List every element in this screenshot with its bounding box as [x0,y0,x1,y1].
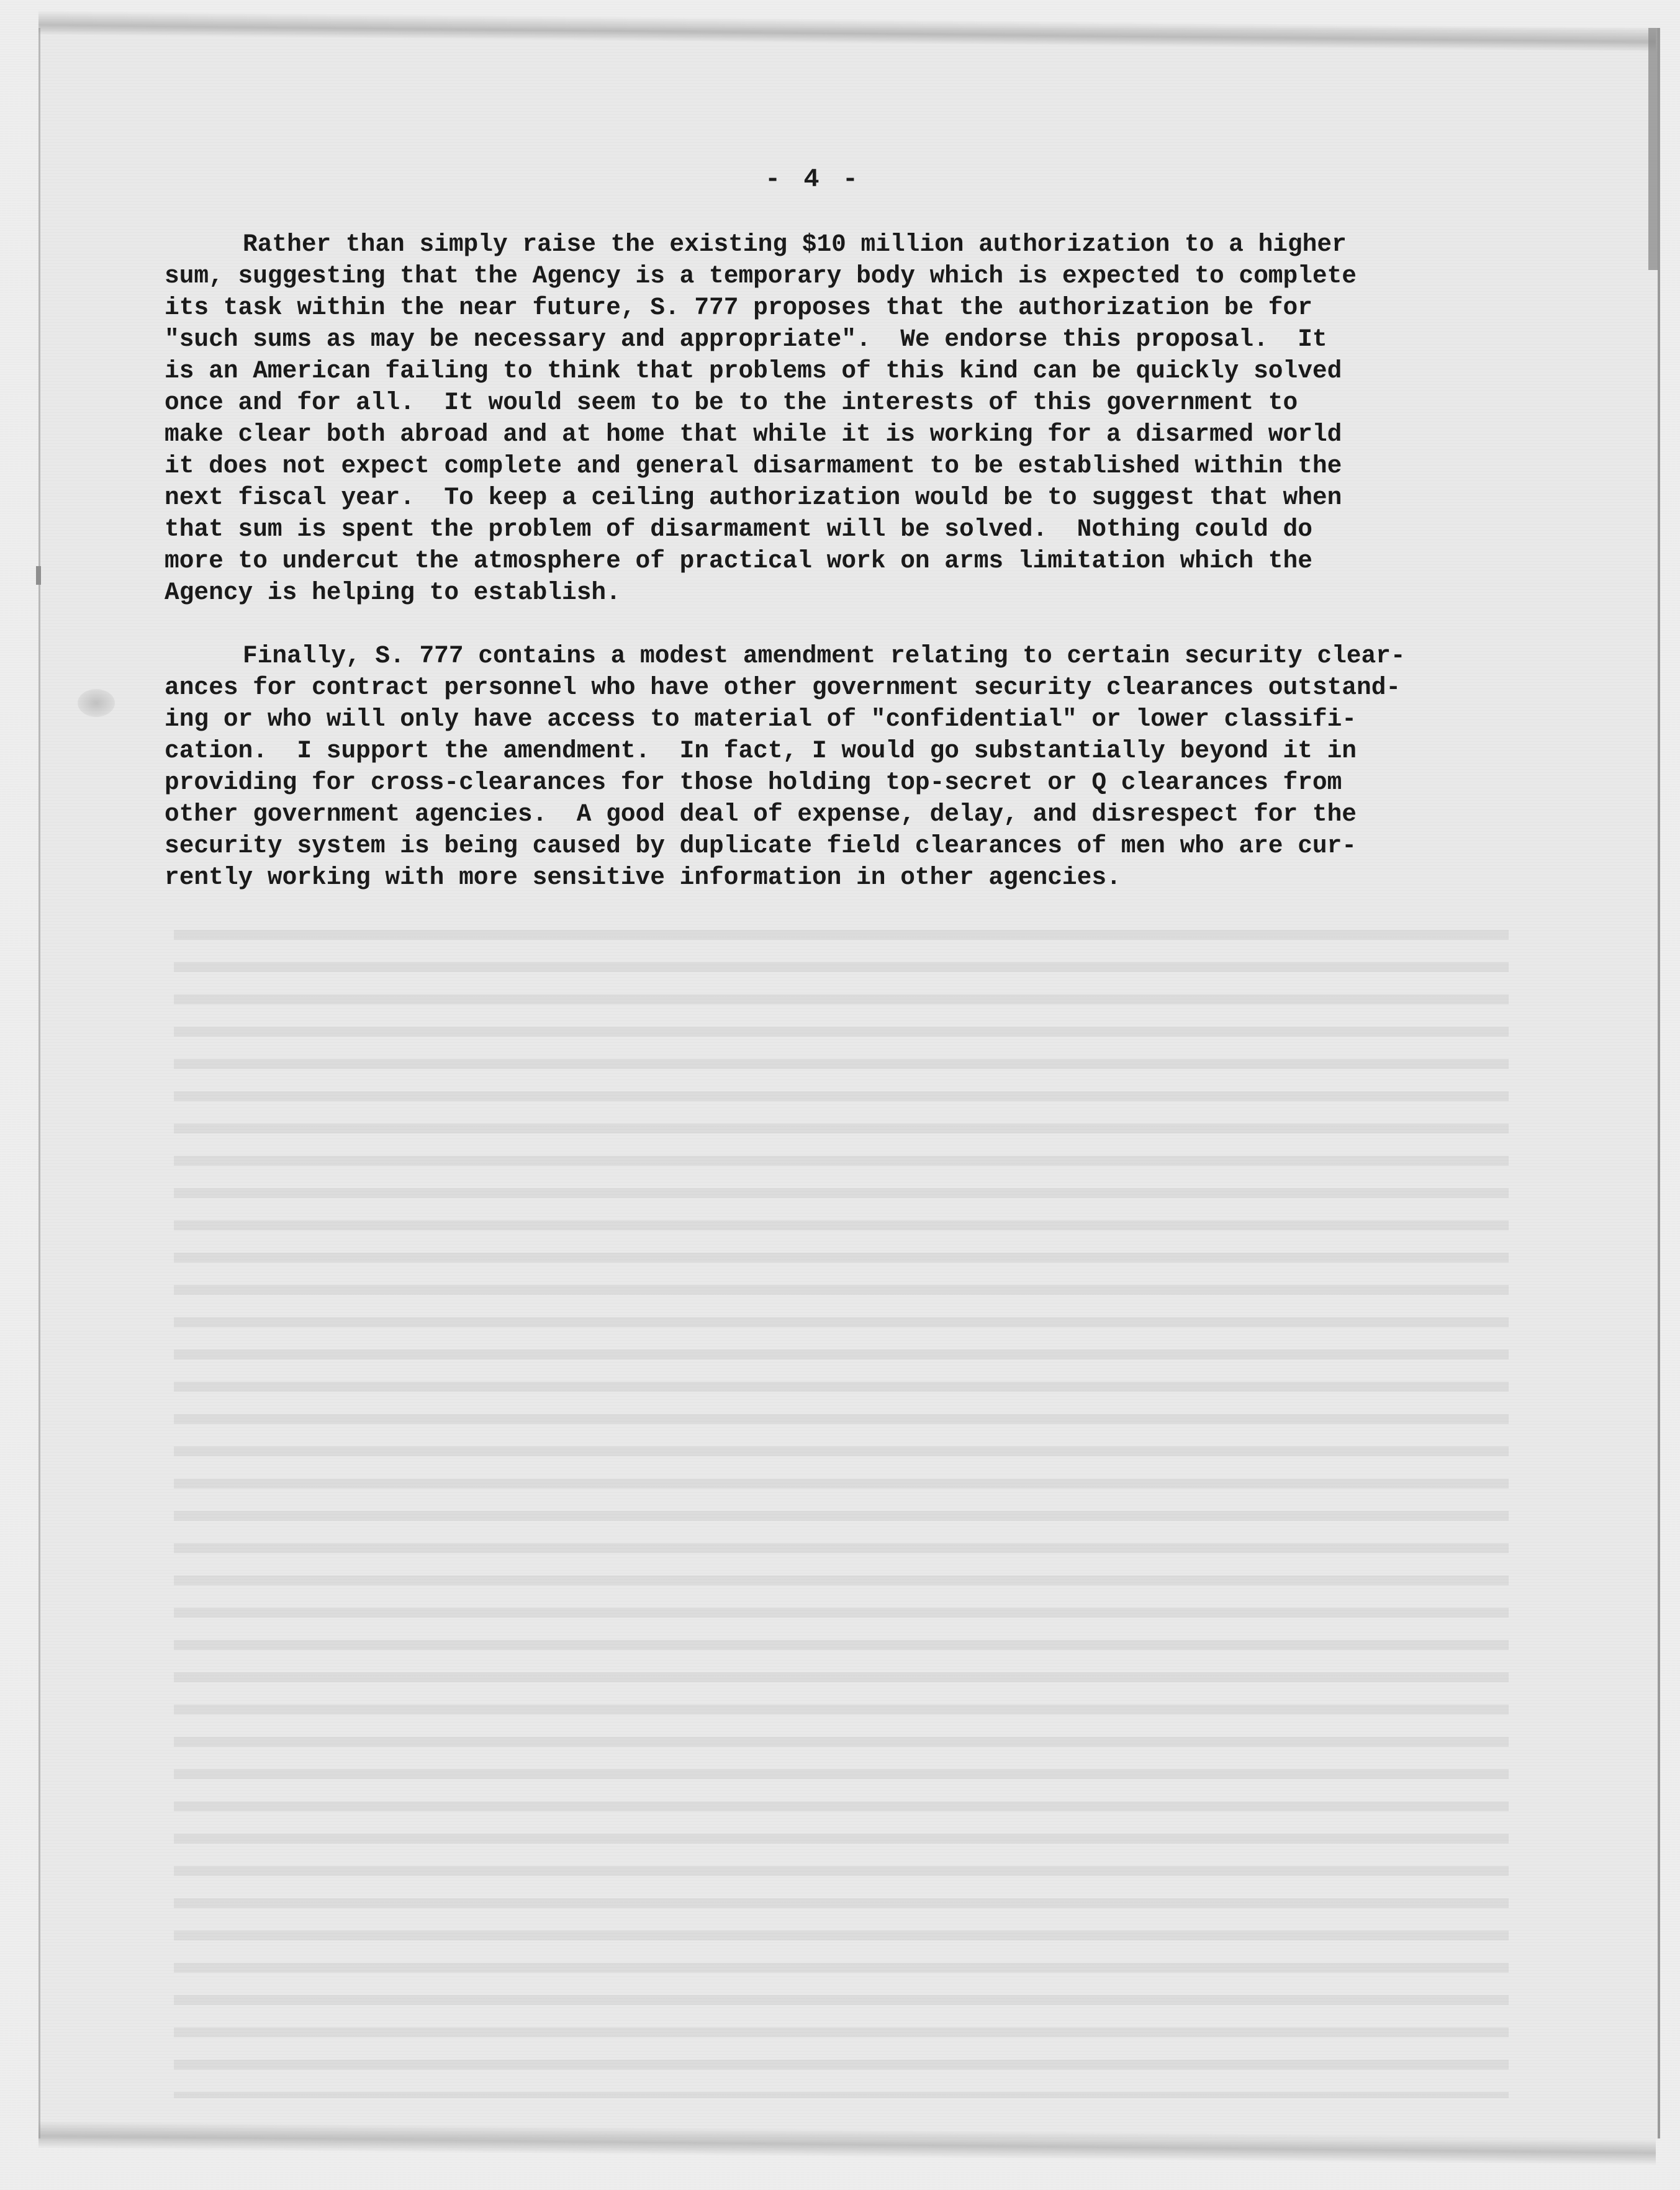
text-line: ing or who will only have access to material of "confidential" or lower classifi- [165,705,1357,733]
text-line: Finally, S. 777 contains a modest amendment relating to certain security clear- [243,642,1406,670]
text-line: ances for contract personnel who have other government security clearances outstand- [165,674,1401,701]
text-line: sum, suggesting that the Agency is a temporary body which is expected to complete [165,262,1357,290]
text-line: other government agencies. A good deal of expense, delay, and disrespect for the [165,800,1357,828]
text-line: make clear both abroad and at home that while it is working for a disarmed world [165,420,1342,448]
document-body [165,228,1443,925]
text-line: more to undercut the atmosphere of practical work on arms limitation which the [165,547,1312,575]
text-line: providing for cross-clearances for those holding top-secret or Q clearances from [165,768,1342,796]
page-number: - 4 - [765,164,862,194]
ink-smudge [78,689,115,717]
text-line: that sum is spent the problem of disarmament will be solved. Nothing could do [165,515,1312,543]
text-line: Agency is helping to establish. [165,579,621,606]
text-line: once and for all. It would seem to be to the interests of this government to [165,389,1298,417]
paragraph-authorization [165,228,1443,608]
page-right-shadow [1648,28,1658,270]
text-line: next fiscal year. To keep a ceiling authorization would be to suggest that when [165,484,1342,511]
text-line: it does not expect complete and general disarmament to be established within the [165,452,1342,480]
text-line: rently working with more sensitive information in other agencies. [165,863,1121,891]
paragraph-security-clearances [165,640,1443,893]
text-line: its task within the near future, S. 777 proposes that the authorization be for [165,294,1312,322]
text-line: "such sums as may be necessary and appropriate". We endorse this proposal. It [165,325,1327,353]
text-line: cation. I support the amendment. In fact, I would go substantially beyond it in [165,737,1357,765]
reverse-side-show-through [174,919,1509,2098]
text-line: is an American failing to think that problems of this kind can be quickly solved [165,357,1342,385]
text-line: security system is being caused by duplicate field clearances of men who are cur- [165,832,1357,860]
text-line: Rather than simply raise the existing $10 million authorization to a higher [243,230,1347,258]
margin-mark [36,566,41,585]
